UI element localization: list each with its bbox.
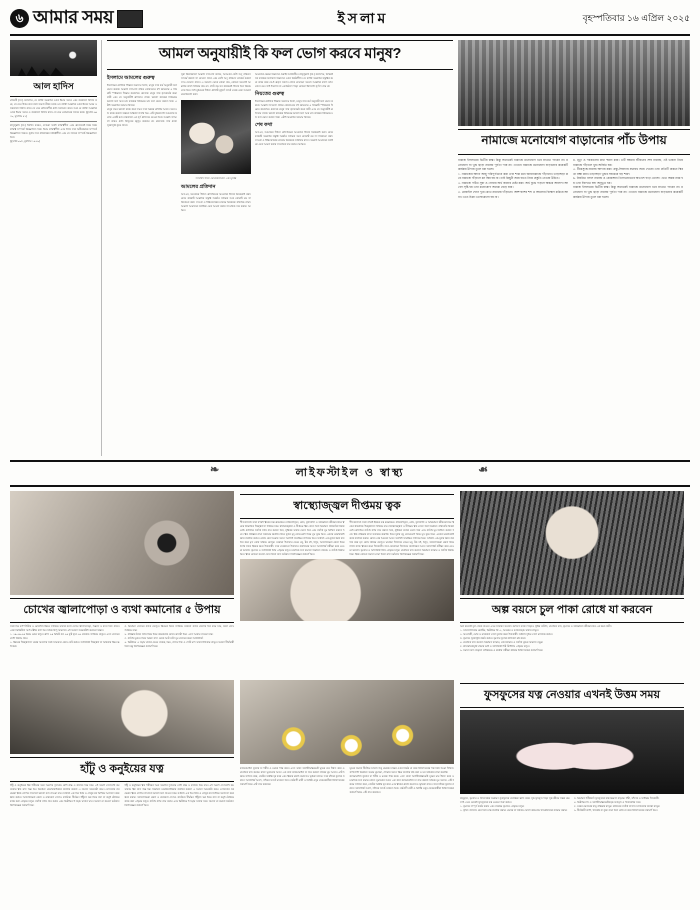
lung-article-columns [460, 797, 684, 813]
publication-date: বৃহস্পতিবার ১৬ এপ্রিল ২০২৫ [582, 13, 690, 23]
lifestyle-banner-label: লাইফস্টাইল ও স্বাস্থ্য [295, 467, 405, 479]
prayer-beads-photo [181, 100, 251, 174]
main-article [107, 40, 453, 456]
eye-point-2: ২. স্ক্রিনের উজ্জ্বলতা ঘরের আলোর সঙ্গে সামঞ্জস্য রেখে সেট করুন। অতিরিক্ত উজ্জ্বল বা অন্ধকার স্ক্রিন ক্ষতিকর। [10, 641, 120, 649]
lung-point-4: ৪. ভিটামিন সি ও অ্যান্টিঅক্সিডেন্টসমৃদ্ধ ফলমূল ও শাকসবজি খান। [574, 801, 641, 805]
lung-article-title: ফুসফুসের যত্ন নেওয়ার এখনই উত্তম সময় [460, 683, 684, 708]
chamomile-tea-photo [240, 680, 454, 764]
page-number: ৬ [10, 9, 29, 28]
article-body-2: সুরা জিলজালে আল্লাহ তাআলা বলেন, অতঃপর কেউ অণু পরিমাণ সৎকর্ম করলে তা দেখতে পাবে এবং কেউ অণু পরিমাণ মন্দকর্ম করলে তাও দেখতে পাবে। এ আয়াত থেকে বোঝা যায়, কোনো আমলই আল্লাহর কাছে হারিয়ে যায় না। ছোট বড় সব কাজেরই হিসাব হবে কিয়ামতের দিন। তাই মুমিনের উচিত প্রতিটি মুহূর্তে সতর্ক থেকে নেক আমলে মনোনিবেশ করা। [181, 73, 251, 97]
hadis-column-title: আল হাদিস [10, 79, 97, 97]
hair-point-1: ১. খাদ্যতালিকায় প্রোটিন, ভিটামিন বি১২, আয়রন ও কপারসমৃদ্ধ খাবার রাখুন। [460, 629, 539, 633]
side-intro: নামাজ ইসলামের দ্বিতীয় স্তম্ভ। কিন্তু অনেকেই নামাজে মনোযোগ ধরে রাখতে পারেন না। মনোযোগ বা খুশু ছাড়া নামাজ পূর্ণতা পায় না। এখানে নামাজে মনোযোগ বাড়ানোর কয়েকটি কার্যকর উপায় তুলে ধরা হলো। [458, 158, 568, 172]
chamomile-body-2: ঘুমের সমস্যা দীর্ঘদিন চললে শুধু ভেষজ চায়ের ওপর নির্ভর না করে চিকিৎসকের শরণাপন্ন হওয়া উচিত। পাশাপাশি নিয়মিত সময়ে ঘুমানো, শোয়ার আগে স্ক্রিন ব্যবহার বন্ধ করা ও ঘর অন্ধকার রাখা জরুরি। [349, 767, 454, 775]
eye-intro: সারা দিন কম্পিউটার ও মোবাইল স্ক্রিনে তাকিয়ে থাকার ফলে চোখে জ্বালাপোড়া, শুষ্কতা ও ব্যথা হতে পারে। একে ডিজিটাল আই স্ট্রেইন বলা হয়। সহজ কিছু অভ্যাসে এই সমস্যা অনেকটাই কমানো সম্ভব। [10, 625, 120, 633]
knee-column-2 [125, 784, 235, 808]
article-column-2 [181, 73, 251, 456]
article-kicker-2: আমলের প্রতিদান [181, 184, 216, 191]
article-body-2b: অতএব, আমাদের উচিত প্রতিদিনের আমলের হিসাব নিজেরাই করা। কোন কাজটি আল্লাহর সন্তুষ্টি অর্জনে সহায়ক আর কোনটি নয় তা বিবেচনা করা। তাওবা ও ইস্তিগফারের মাধ্যমে নিজেকে পরিশুদ্ধ রাখা। আল্লাহ আমাদের সবাইকে নেক আমল করার তাওফিক দান করুন। আমিন। [181, 193, 251, 213]
lung-body: বায়ুদূষণ, ধূমপান ও শ্বাসতন্ত্রের সংক্রমণ ফুসফুসের মারাত্মক ক্ষতি করে। সুস্থ ফুসফুস ছাড়া সুস্থ জীবন সম্ভব নয়। তাই এখন থেকেই ফুসফুসের যত্ন নেওয়া শুরু করুন। [460, 797, 570, 805]
paper-name: আমার সময় [33, 7, 114, 27]
chamomile-column-1 [240, 767, 345, 795]
photo-caption: তাসবিহ হাতে মোনাজাতরত এক মুসল্লি [195, 177, 237, 181]
article-body-3c: অতএব, আমাদের উচিত প্রতিদিনের আমলের হিসাব নিজেরাই করা। কোন কাজটি আল্লাহর সন্তুষ্টি অর্জনে সহায়ক আর কোনটি নয় তা বিবেচনা করা। তাওবা ও ইস্তিগফারের মাধ্যমে নিজেকে পরিশুদ্ধ রাখা। আল্লাহ আমাদের সবাইকে নেক আমল করার তাওফিক দান করুন। আমিন। [255, 131, 333, 147]
main-article-columns [107, 73, 453, 456]
eye-photo [10, 491, 234, 595]
knee-column-1 [10, 784, 120, 808]
hair-point-4: ৪. মানসিক চাপ কমাতে নিয়মিত ব্যায়াম, যোগব্যায়াম ও পর্যাপ্ত ঘুমের অভ্যাস গড়ুন। [460, 641, 544, 645]
masthead [10, 6, 690, 36]
hadis-body-2: রাসুলুল্লাহ (সা.) ইরশাদ করেন, তোমরা সবাই দায়িত্বশীল এবং প্রত্যেকেই নিজ নিজ দায়িত্ব সম্পর্কে জিজ্ঞাসিত হবে। ইমাম দায়িত্বশীল এবং তিনি তার অধীনস্থদের সম্পর্কে জিজ্ঞাসিত হবেন। পুরুষ তার পরিবারের দায়িত্বশীল এবং সে তাদের সম্পর্কে জিজ্ঞাসিত হবে। [10, 124, 97, 140]
hair-point-6: ৬. সমস্যা দ্রুত বাড়লে থাইরয়েড ও রক্তের পরীক্ষা করিয়ে চিকিৎসকের পরামর্শ নিন। [460, 649, 544, 653]
lung-column-1 [460, 797, 570, 813]
islam-section [10, 36, 690, 456]
main-headline: আমল অনুযায়ীই কি ফল ভোগ করবে মানুষ? [107, 40, 453, 70]
lung-point-3: ৩. নিয়মিত শরীরচর্চা ফুসফুসের ধারণক্ষমতা বাড়ায়। হাঁটা, সাঁতার ও সাইক্লিং উপকারী। [574, 797, 660, 800]
skin-body-1: শীতকালসহ সারা বছরই ত্বকের যত্ন প্রয়োজন। পরিবেশদূষণ, রোদ, ধুলাবালি ও অনিয়মিত জীবনযাপনে ত্বকের স্বাভাবিক উজ্জ্বলতা হারিয়ে যায়। স্বাস্থ্যোজ্জ্বল ও দীপ্তময় ত্বক পেতে হলে নিয়মিত পরিচর্যার বিকল্প নেই। প্রতিদিন পর্যাপ্ত পানি পান করতে হবে, পুষ্টিকর খাবার খেতে হবে এবং পর্যাপ্ত ঘুম নিশ্চিত করতে হবে। ত্বক পরিষ্কার রাখা সবচেয়ে জরুরি। দিনে দুবার মৃদু ফেসওয়াশ দিয়ে মুখ ধুয়ে নিন। এরপর ময়েশ্চারাইজার ব্যবহার করুন। রোদে বের হওয়ার আগে অবশ্যই সানস্ক্রিন লাগিয়ে নিন। সপ্তাহে এক-দুবার স্ক্রাব ব্যবহার করে মৃত কোষ সরিয়ে ফেলুন। ঘরোয়া উপাদান যেমন মধু, টক দই, হলুদ, অ্যালোভেরা জেল দিয়ে তৈরি প্যাক ত্বকের জন্য উপকারী। তবে যেকোনো উপাদান ব্যবহারের আগে অ্যালার্জি পরীক্ষা করে নেওয়া ভালো। ধূমপান ও অতিরিক্ত চিনি এড়িয়ে চলুন। মানসিক চাপ কমাতে নিয়মিত ব্যায়াম ও পর্যাপ্ত বিশ্রাম নিন। ত্বকে কোনো সমস্যা দেখা দিলে দ্রুত চর্মরোগ বিশেষজ্ঞের পরামর্শ নিন। [240, 521, 345, 557]
eye-point-5: ৫. পর্যাপ্ত ঘুমান। দিনে অন্তত সাত থেকে আট ঘণ্টা ঘুম চোখের জন্য অপরিহার্য। [124, 637, 204, 641]
article-body-1b: মানুষ যখন ভালো কাজ করে তখন তার অন্তরে প্রশান্তি আসে। আর মন্দ কাজ করলে অন্তরে অস্থিরতা তৈরি হয়। এটি দুনিয়াতেই আমলের ফলের একটি রূপ। পরকালে এর পূর্ণ প্রতিদান দেওয়া হবে। আল্লাহ তাআলা কারও প্রতি বিন্দুমাত্র জুলুম করবেন না। প্রত্যেকে তার প্রাপ্য পুরোপুরি বুঝে পাবে। [107, 108, 177, 128]
lifestyle-banner [10, 460, 690, 487]
knee-body-2: হাঁটু ও কনুইয়ের ত্বক শরীরের অন্য অংশের তুলনায় বেশি রুক্ষ ও কালচে হয়ে যায়। এই অংশে তেলগ্রন্থি কম থাকায় ত্বক দ্রুত শুষ্ক হয়। নিয়মিত ময়েশ্চারাইজার ব্যবহার করলে এ সমস্যা অনেকটা কমে। গোসলের পর ভেজা ত্বকে লোশন লাগালে ভালো ফল পাওয়া যায়। সপ্তাহে এক দিন চিনি ও লেবুর রস মিশিয়ে আলতো করে স্ক্রাব করুন। অ্যালোভেরা জেল ও নারকেল তেলও কার্যকর। দীর্ঘক্ষণ হাঁটুতে ভর দিয়ে বসা বা কনুই ঠেকিয়ে কাজ করা এড়িয়ে চলুন। পর্যাপ্ত পানি পান করুন এবং ভিটামিন ই সমৃদ্ধ খাবার খান। সমস্যা না কমলে চর্মরোগ বিশেষজ্ঞের পরামর্শ নিন। [124, 784, 234, 808]
chamomile-article [240, 680, 454, 885]
article-kicker-4: শেষ কথা [255, 122, 273, 129]
lung-article [460, 680, 684, 885]
side-article-columns [458, 158, 690, 456]
congregation-prayer-photo [458, 40, 690, 126]
lung-point-2: ২. দূষিত বাতাসে বের হলে মাস্ক ব্যবহার করুন। ভোরে বা সন্ধ্যায় খোলা জায়গায় শ্বাসপ্রশ্বাসের ব্যায়াম করুন। [460, 809, 568, 813]
eye-point-6: ৬. ভিটামিন এ সমৃদ্ধ খাবার যেমন গাজর, ডিম, পালং শাক ও ছোট মাছ খাদ্যতালিকায় রাখুন। সমস্যা দীর্ঘস্থায়ী হলে চক্ষু বিশেষজ্ঞের পরামর্শ নিন। [124, 641, 234, 649]
eye-point-4: ৪. পরিষ্কার ঠান্ডা পানি দিয়ে দিনে কয়েকবার চোখে ঝাপটা দিন। এতে আরাম পাওয়া যায়। [124, 633, 214, 637]
side-article [458, 40, 690, 456]
divider [10, 121, 97, 122]
eye-column-2 [125, 625, 235, 649]
ornament-right-icon: ☙ [478, 464, 490, 476]
hadis-column [10, 40, 102, 456]
hair-intro: অল্প বয়সেই চুল পেকে যাওয়া এখন সাধারণ সমস্যা। বংশগত কারণ ছাড়াও পুষ্টির ঘাটতি, মানসিক চাপ, ধূমপান ও অনিয়মিত জীবনযাপন এর জন্য দায়ী। [460, 625, 612, 628]
skin-body-2: শীতকালসহ সারা বছরই ত্বকের যত্ন প্রয়োজন। পরিবেশদূষণ, রোদ, ধুলাবালি ও অনিয়মিত জীবনযাপনে ত্বকের স্বাভাবিক উজ্জ্বলতা হারিয়ে যায়। স্বাস্থ্যোজ্জ্বল ও দীপ্তময় ত্বক পেতে হলে নিয়মিত পরিচর্যার বিকল্প নেই। প্রতিদিন পর্যাপ্ত পানি পান করতে হবে, পুষ্টিকর খাবার খেতে হবে এবং পর্যাপ্ত ঘুম নিশ্চিত করতে হবে। ত্বক পরিষ্কার রাখা সবচেয়ে জরুরি। দিনে দুবার মৃদু ফেসওয়াশ দিয়ে মুখ ধুয়ে নিন। এরপর ময়েশ্চারাইজার ব্যবহার করুন। রোদে বের হওয়ার আগে অবশ্যই সানস্ক্রিন লাগিয়ে নিন। সপ্তাহে এক-দুবার স্ক্রাব ব্যবহার করে মৃত কোষ সরিয়ে ফেলুন। ঘরোয়া উপাদান যেমন মধু, টক দই, হলুদ, অ্যালোভেরা জেল দিয়ে তৈরি প্যাক ত্বকের জন্য উপকারী। তবে যেকোনো উপাদান ব্যবহারের আগে অ্যালার্জি পরীক্ষা করে নেওয়া ভালো। ধূমপান ও অতিরিক্ত চিনি এড়িয়ে চলুন। মানসিক চাপ কমাতে নিয়মিত ব্যায়াম ও পর্যাপ্ত বিশ্রাম নিন। ত্বকে কোনো সমস্যা দেখা দিলে দ্রুত চর্মরোগ বিশেষজ্ঞের পরামর্শ নিন। [349, 521, 454, 557]
hadis-body-1: মহানবী (সা.) বলেছেন, যে ব্যক্তি আল্লাহর ওপর ঈমান আনে এবং পরকালে বিশ্বাস করে, সে যেন উত্তম কথা বলে অথবা নীরব থাকে। যে ব্যক্তি আল্লাহর ওপর ঈমান আনে ও পরকালে বিশ্বাস রাখে সে যেন প্রতিবেশীর প্রতি সদাচরণ করে। আর যে ব্যক্তি আল্লাহর ওপর ঈমান আনে ও পরকালে বিশ্বাস রাখে সে যেন মেহমানের সম্মান করে। (বুখারি ৬০১৮, মুসলিম ৪৭) [10, 99, 97, 119]
skin-article-title: স্বাস্থ্যোজ্জ্বল দীপ্তময় ত্বক [240, 494, 454, 519]
chamomile-body-3: ক্যামোমাইল ফুলের চা শরীর ও মনকে শান্ত করে। এতে থাকা অ্যান্টিঅক্সিডেন্ট ঘুমের মান উন্নত করে ও মানসিক চাপ কমায়। রাতে ঘুমানোর আগে এক কাপ ক্যামোমাইল চা পান করলে সহজে ঘুম আসে। এটি হজমে সাহায্য করে, পেটের অস্বস্তি দূর করে এবং ত্বকের প্রদাহ কমাতেও ভূমিকা রাখে। তবে যাঁদের ফুলের পরাগে অ্যালার্জি আছে, তাঁদের সতর্ক থাকতে হবে। গর্ভবতী নারী ও নির্দিষ্ট ওষুধ সেবনকারীরা চিকিৎসকের পরামর্শ নিয়ে এটি পান করবেন। [349, 775, 454, 795]
eye-article [10, 491, 234, 676]
lifestyle-section [10, 491, 690, 676]
hair-point-3: ৩. ধূমপান পুরোপুরি বর্জন করুন। ধূমপান চুলের ফলিকল নষ্ট করে। [460, 637, 526, 641]
side-point-1: ১. নামাজের আগে অজু পরিপূর্ণভাবে করা এবং শান্ত মনে জায়নামাজে দাঁড়ানো। তাড়াহুড়া করে নামাজে দাঁড়ালে মন স্থির হয় না। তাই কিছুটা সময় হাতে নিয়ে প্রস্তুতি নেওয়া উচিত। [458, 171, 568, 181]
lungs-xray-photo [460, 710, 684, 794]
masthead-left [10, 3, 143, 34]
knee-article-title: হাঁটু ও কনুইয়ের যত্ন [10, 757, 234, 782]
article-body-3b: ইসলামের মৌলিক শিক্ষার অন্যতম হলো, মানুষ তার কর্ম অনুযায়ী ফল ভোগ করবে। আল্লাহ তাআলা পবিত্র কোরআনে বহু জায়গায় এ বিষয়টি স্পষ্টভাবে উল্লেখ করেছেন। প্রত্যেক মানুষ তার কৃতকর্মের জন্য দায়ী এবং সে অনুযায়ীই প্রতিদান পাবে। ভালো কাজের বিনিময়ে ভালো ফল আর মন্দ কাজের বিনিময়ে মন্দ ফল ভোগ করতে হবে। এটাই আল্লাহর অমোঘ বিধান। [255, 100, 333, 120]
eye-article-columns [10, 625, 234, 649]
hair-photo [460, 491, 684, 595]
hair-point-5: ৫. রাসায়নিকযুক্ত হেয়ার ডাই ও অতিরিক্ত হিট স্টাইলিং এড়িয়ে চলুন। [460, 645, 530, 649]
skin-column-1 [240, 521, 345, 557]
mosque-illustration-icon [10, 40, 97, 76]
article-body-3: আমলের ক্ষেত্রে নিয়তের গুরুত্ব অপরিসীম। রাসুলুল্লাহ (সা.) বলেছেন, নিশ্চয়ই সব কাজের ফলাফল নিয়তের ওপর নির্ভরশীল। যে ব্যক্তি আল্লাহর সন্তুষ্টির জন্য কাজ করে সে-ই প্রকৃত সফল। লোক দেখানো আমল আল্লাহর কাছে গ্রহণযোগ্য নয়। তাই ইখলাস বা একনিষ্ঠতা ছাড়া কোনো ইবাদতই পূর্ণতা পায় না। [255, 73, 333, 89]
knee-article-columns [10, 784, 234, 808]
lung-point-6: ৬. দীর্ঘস্থায়ী কাশি, শ্বাসকষ্ট বা বুকে ব্যথা হলে দেরি না করে চিকিৎসকের পরামর্শ নিন। [574, 809, 658, 813]
lung-point-1: ১. ধূমপান সম্পূর্ণ বর্জন করুন এবং পরোক্ষ ধূমপান এড়িয়ে চলুন। [460, 805, 525, 809]
chamomile-columns [240, 767, 454, 795]
hair-point-2: ২. আমলকী, মেথি ও নারকেল তেল চুলের জন্য উপকারী। সপ্তাহে দুদিন তেল ম্যাসাজ করুন। [460, 633, 553, 637]
chamomile-body-1: ক্যামোমাইল ফুলের চা শরীর ও মনকে শান্ত করে। এতে থাকা অ্যান্টিঅক্সিডেন্ট ঘুমের মান উন্নত করে ও মানসিক চাপ কমায়। রাতে ঘুমানোর আগে এক কাপ ক্যামোমাইল চা পান করলে সহজে ঘুম আসে। এটি হজমে সাহায্য করে, পেটের অস্বস্তি দূর করে এবং ত্বকের প্রদাহ কমাতেও ভূমিকা রাখে। তবে যাঁদের ফুলের পরাগে অ্যালার্জি আছে, তাঁদের সতর্ক থাকতে হবে। গর্ভবতী নারী ও নির্দিষ্ট ওষুধ সেবনকারীরা চিকিৎসকের পরামর্শ নিয়ে এটি পান করবেন। [240, 767, 345, 787]
side-point-2: ২. নামাজে পঠিত সুরা ও দোয়ার অর্থ জানার চেষ্টা করা। অর্থ বুঝে পড়লে অন্তরে আলাদা আবেগ সৃষ্টি হয় এবং মনোযোগ অনেক বেড়ে যায়। [458, 180, 568, 190]
side-point-5: ৫. ধীরেসুস্থে নামাজ আদায় করা। রুকু-সিজদায় যথাযথ সময় দেওয়া এবং প্রতিটি রুকনে স্থিরতা রক্ষা করা। তাড়াহুড়া খুশুর সবচেয়ে বড় শত্রু। [573, 167, 683, 176]
lung-column-2 [574, 797, 684, 813]
eye-article-title: চোখের জ্বালাপোড়া ও ব্যথা কমানোর ৫ উপায় [10, 598, 234, 623]
knee-body-1: হাঁটু ও কনুইয়ের ত্বক শরীরের অন্য অংশের তুলনায় বেশি রুক্ষ ও কালচে হয়ে যায়। এই অংশে তেলগ্রন্থি কম থাকায় ত্বক দ্রুত শুষ্ক হয়। নিয়মিত ময়েশ্চারাইজার ব্যবহার করলে এ সমস্যা অনেকটা কমে। গোসলের পর ভেজা ত্বকে লোশন লাগালে ভালো ফল পাওয়া যায়। সপ্তাহে এক দিন চিনি ও লেবুর রস মিশিয়ে আলতো করে স্ক্রাব করুন। অ্যালোভেরা জেল ও নারকেল তেলও কার্যকর। দীর্ঘক্ষণ হাঁটুতে ভর দিয়ে বসা বা কনুই ঠেকিয়ে কাজ করা এড়িয়ে চলুন। পর্যাপ্ত পানি পান করুন এবং ভিটামিন ই সমৃদ্ধ খাবার খান। সমস্যা না কমলে চর্মরোগ বিশেষজ্ঞের পরামর্শ নিন। [10, 784, 120, 808]
side-article-title: নামাজে মনোযোগ বাড়ানোর পাঁচ উপায় [458, 129, 690, 155]
knee-elbow-photo [10, 680, 234, 754]
knee-article [10, 680, 234, 885]
side-point-6: ৬. নিয়মিত নফল নামাজ ও কোরআন তিলাওয়াতের অভ্যাস গড়ে তোলা। এতে অন্তর নরম হয় এবং ইবাদতে স্বাদ অনুভূত হয়। [573, 176, 683, 185]
eye-point-3: ৩. নিয়মিত চোখের পলক ফেলুন। স্ক্রিনের দিকে তাকিয়ে থাকলে পলক ফেলার হার কমে যায়, ফলে চোখ শুকিয়ে যায়। [124, 625, 234, 633]
article-kicker-3: নিয়তের গুরুত্ব [255, 91, 285, 98]
article-column-1 [107, 73, 177, 456]
lung-point-5: ৫. ঘরের ভেতরের বায়ু পরিষ্কার রাখুন। রান্নাঘরে পর্যাপ্ত বাতাস চলাচলের ব্যবস্থা রাখুন। [574, 805, 661, 809]
side-column-2 [573, 158, 683, 456]
side-column-1 [458, 158, 568, 456]
bottom-section [10, 680, 690, 885]
eye-point-1: ১. ২০-২০-২০ নিয়ম মেনে চলুন। প্রতি ২০ মিনিট পর ২০ ফুট দূরে ২০ সেকেন্ড তাকিয়ে থাকুন। এতে চোখের পেশি বিশ্রাম পায়। [10, 633, 120, 641]
side-point-3: ৩. মোবাইল ফোন দূরে রেখে নামাজে দাঁড়ানো। আশপাশের শব্দ ও আলোর বিক্ষেপ কমিয়ে আনা। এতে চিন্তা এলোমেলো হয় না। [458, 189, 568, 199]
headline-row [107, 40, 453, 70]
skin-care-photo [240, 559, 454, 621]
article-column-3 [255, 73, 333, 456]
hair-article [460, 491, 684, 676]
article-kicker-1: ইসলামে আমলের গুরুত্ব [107, 75, 155, 81]
side-point-4: ৪. মৃত্যু ও পরকালের কথা স্মরণ করা। এটি আমার জীবনের শেষ নামাজ, এই ভাবনা নিয়ে নামাজে দাঁড়ালে খুশু অর্জিত হয়। [573, 158, 683, 167]
skin-article [240, 491, 454, 676]
side-extra: নামাজ ইসলামের দ্বিতীয় স্তম্ভ। কিন্তু অনেকেই নামাজে মনোযোগ ধরে রাখতে পারেন না। মনোযোগ বা খুশু ছাড়া নামাজ পূর্ণতা পায় না। এখানে নামাজে মনোযোগ বাড়ানোর কয়েকটি কার্যকর উপায় তুলে ধরা হলো। [573, 185, 683, 199]
chamomile-column-2 [350, 767, 455, 795]
eye-column-1 [10, 625, 120, 649]
ornament-left-icon: ❧ [210, 464, 222, 476]
hair-article-title: অল্প বয়সে চুল পাকা রোধে যা করবেন [460, 598, 684, 623]
skin-article-columns [240, 521, 454, 557]
section-title: ইসলাম [337, 9, 389, 26]
article-body-1: ইসলামের মৌলিক শিক্ষার অন্যতম হলো, মানুষ তার কর্ম অনুযায়ী ফল ভোগ করবে। আল্লাহ তাআলা পবিত্র কোরআনে বহু জায়গায় এ বিষয়টি স্পষ্টভাবে উল্লেখ করেছেন। প্রত্যেক মানুষ তার কৃতকর্মের জন্য দায়ী এবং সে অনুযায়ীই প্রতিদান পাবে। ভালো কাজের বিনিময়ে ভালো ফল আর মন্দ কাজের বিনিময়ে মন্দ ফল ভোগ করতে হবে। এটাই আল্লাহর অমোঘ বিধান। [107, 84, 177, 108]
hadis-source: (বুখারি ৮৯৩, মুসলিম ১৮২৯) [10, 140, 40, 144]
skin-column-2 [350, 521, 455, 557]
paper-logo-icon [117, 10, 143, 28]
